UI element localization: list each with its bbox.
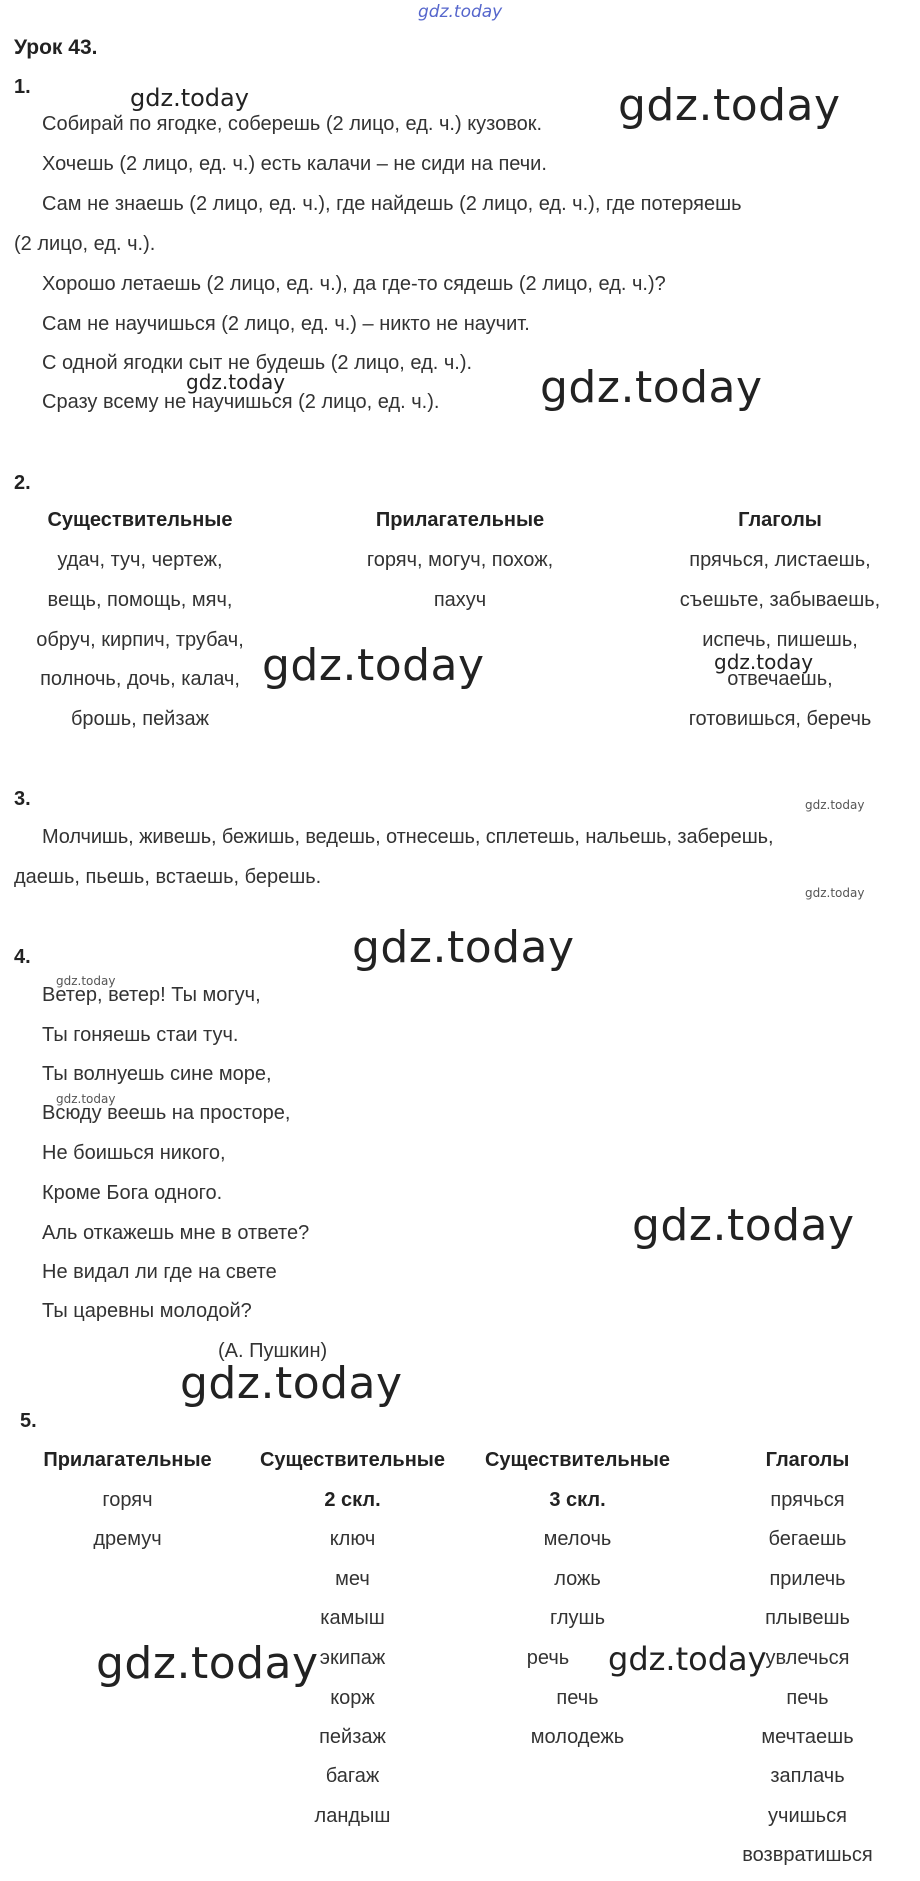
ex2-verb-line: отвечаешь, bbox=[727, 668, 833, 690]
watermark: gdz.today bbox=[56, 1092, 116, 1106]
ex5-adjective: дремуч bbox=[93, 1528, 162, 1550]
ex5-noun-3: молодежь bbox=[530, 1726, 625, 1748]
ex2-number: 2. bbox=[14, 472, 31, 494]
ex2-noun-line: обруч, кирпич, трубач, bbox=[36, 629, 244, 651]
ex5-noun-2: камыш bbox=[320, 1607, 385, 1629]
ex1-line-2: Хочешь (2 лицо, ед. ч.) есть калачи – не сиди на печи. bbox=[42, 153, 547, 175]
ex3-line-1: Молчишь, живешь, бежишь, ведешь, отнесешь, сплетешь, нальешь, заберешь, bbox=[42, 826, 774, 848]
ex4-line: Ты царевны молодой? bbox=[42, 1300, 252, 1322]
ex5-adjective: горяч bbox=[102, 1489, 153, 1511]
ex4-line: Не боишься никого, bbox=[42, 1142, 226, 1164]
ex5-noun-2: меч bbox=[335, 1568, 370, 1590]
ex2-verb-line: испечь, пишешь, bbox=[702, 629, 858, 651]
ex1-line-5: Хорошо летаешь (2 лицо, ед. ч.), да где-то сядешь (2 лицо, ед. ч.)? bbox=[42, 273, 666, 295]
watermark-top: gdz.today bbox=[418, 2, 503, 22]
ex4-line: Не видал ли где на свете bbox=[42, 1261, 277, 1283]
watermark: gdz.today bbox=[186, 370, 286, 394]
watermark: gdz.today bbox=[618, 80, 841, 131]
ex5-noun-2: ландыш bbox=[314, 1805, 391, 1827]
ex5-verb: учишься bbox=[768, 1805, 847, 1827]
watermark: gdz.today bbox=[714, 650, 814, 674]
ex2-verb-line: прячься, листаешь, bbox=[689, 549, 871, 571]
ex4-number: 4. bbox=[14, 946, 31, 968]
ex4-line: Ветер, ветер! Ты могуч, bbox=[42, 984, 261, 1006]
ex5-noun-2: багаж bbox=[325, 1765, 380, 1787]
ex3-number: 3. bbox=[14, 788, 31, 810]
ex5-noun-3: глушь bbox=[550, 1607, 605, 1629]
watermark: gdz.today bbox=[805, 886, 865, 900]
ex1-line-6: Сам не научишься (2 лицо, ед. ч.) – никто не научит. bbox=[42, 313, 530, 335]
ex5-verb: прилечь bbox=[769, 1568, 846, 1590]
ex4-author: (А. Пушкин) bbox=[218, 1340, 328, 1362]
ex1-line-8: Сразу всему не научишься (2 лицо, ед. ч.). bbox=[42, 391, 440, 413]
ex1-line-7: С одной ягодки сыт не будешь (2 лицо, ед. ч.). bbox=[42, 352, 473, 374]
ex5-noun-3: печь bbox=[556, 1687, 599, 1709]
ex5-noun-2: пейзаж bbox=[319, 1726, 386, 1748]
ex2-noun-line: полночь, дочь, калач, bbox=[40, 668, 240, 690]
ex2-header-nouns: Существительные bbox=[47, 509, 233, 531]
ex5-verb: бегаешь bbox=[768, 1528, 847, 1550]
ex4-line: Кроме Бога одного. bbox=[42, 1182, 223, 1204]
ex5-number: 5. bbox=[20, 1410, 37, 1432]
ex5-noun-2: экипаж bbox=[319, 1647, 386, 1669]
page-title: Урок 43. bbox=[14, 36, 98, 59]
ex4-line: Ты гоняешь стаи туч. bbox=[42, 1024, 239, 1046]
watermark: gdz.today bbox=[632, 1200, 855, 1251]
ex1-number: 1. bbox=[14, 76, 31, 98]
watermark: gdz.today bbox=[56, 974, 116, 988]
ex1-line-4: (2 лицо, ед. ч.). bbox=[14, 233, 156, 255]
ex4-line: Аль откажешь мне в ответе? bbox=[42, 1222, 310, 1244]
watermark: gdz.today bbox=[352, 922, 575, 973]
ex2-header-verbs: Глаголы bbox=[738, 509, 822, 531]
ex5-verb: заплачь bbox=[770, 1765, 845, 1787]
ex2-verb-line: съешьте, забываешь, bbox=[679, 589, 881, 611]
ex2-adjective-line: пахуч bbox=[433, 589, 487, 611]
ex4-line: Всюду веешь на просторе, bbox=[42, 1102, 291, 1124]
ex5-noun-2: корж bbox=[330, 1687, 375, 1709]
ex5-verb: плывешь bbox=[765, 1607, 850, 1629]
ex5-header-nouns-3: Существительные bbox=[484, 1449, 670, 1471]
ex2-adjective-line: горяч, могуч, похож, bbox=[366, 549, 554, 571]
ex5-noun-3: ложь bbox=[554, 1568, 601, 1590]
ex5-verb: прячься bbox=[770, 1489, 845, 1511]
ex2-verb-line: готовишься, беречь bbox=[688, 708, 872, 730]
ex2-header-adjectives: Прилагательные bbox=[375, 509, 545, 531]
ex5-header-adjectives: Прилагательные bbox=[43, 1449, 212, 1471]
ex5-verb: печь bbox=[786, 1687, 829, 1709]
ex5-noun-2: ключ bbox=[329, 1528, 376, 1550]
watermark: gdz.today bbox=[540, 362, 763, 413]
ex5-verb: мечтаешь bbox=[761, 1726, 854, 1748]
ex5-verb: увлечься bbox=[765, 1647, 850, 1669]
ex5-subheader-3: 3 скл. bbox=[549, 1489, 606, 1511]
ex5-noun-3: речь bbox=[526, 1647, 570, 1669]
ex3-line-2: даешь, пьешь, встаешь, берешь. bbox=[14, 866, 322, 888]
ex5-header-verbs: Глаголы bbox=[765, 1449, 850, 1471]
ex2-noun-line: брошь, пейзаж bbox=[70, 708, 210, 730]
ex5-noun-3: мелочь bbox=[543, 1528, 612, 1550]
watermark: gdz.today bbox=[130, 84, 249, 112]
ex1-line-3: Сам не знаешь (2 лицо, ед. ч.), где найдешь (2 лицо, ед. ч.), где потеряешь bbox=[42, 193, 742, 215]
ex2-noun-line: вещь, помощь, мяч, bbox=[47, 589, 233, 611]
ex2-noun-line: удач, туч, чертеж, bbox=[57, 549, 223, 571]
watermark: gdz.today bbox=[262, 640, 485, 691]
ex5-verb: возвратишься bbox=[742, 1844, 873, 1866]
ex4-line: Ты волнуешь сине море, bbox=[42, 1063, 272, 1085]
watermark: gdz.today bbox=[805, 798, 865, 812]
watermark: gdz.today bbox=[96, 1638, 319, 1689]
ex1-line-1: Собирай по ягодке, соберешь (2 лицо, ед. ч.) кузовок. bbox=[42, 113, 543, 135]
ex5-subheader-2: 2 скл. bbox=[324, 1489, 381, 1511]
watermark: gdz.today bbox=[608, 1640, 767, 1678]
ex5-header-nouns-2: Существительные bbox=[259, 1449, 445, 1471]
watermark: gdz.today bbox=[180, 1358, 403, 1409]
